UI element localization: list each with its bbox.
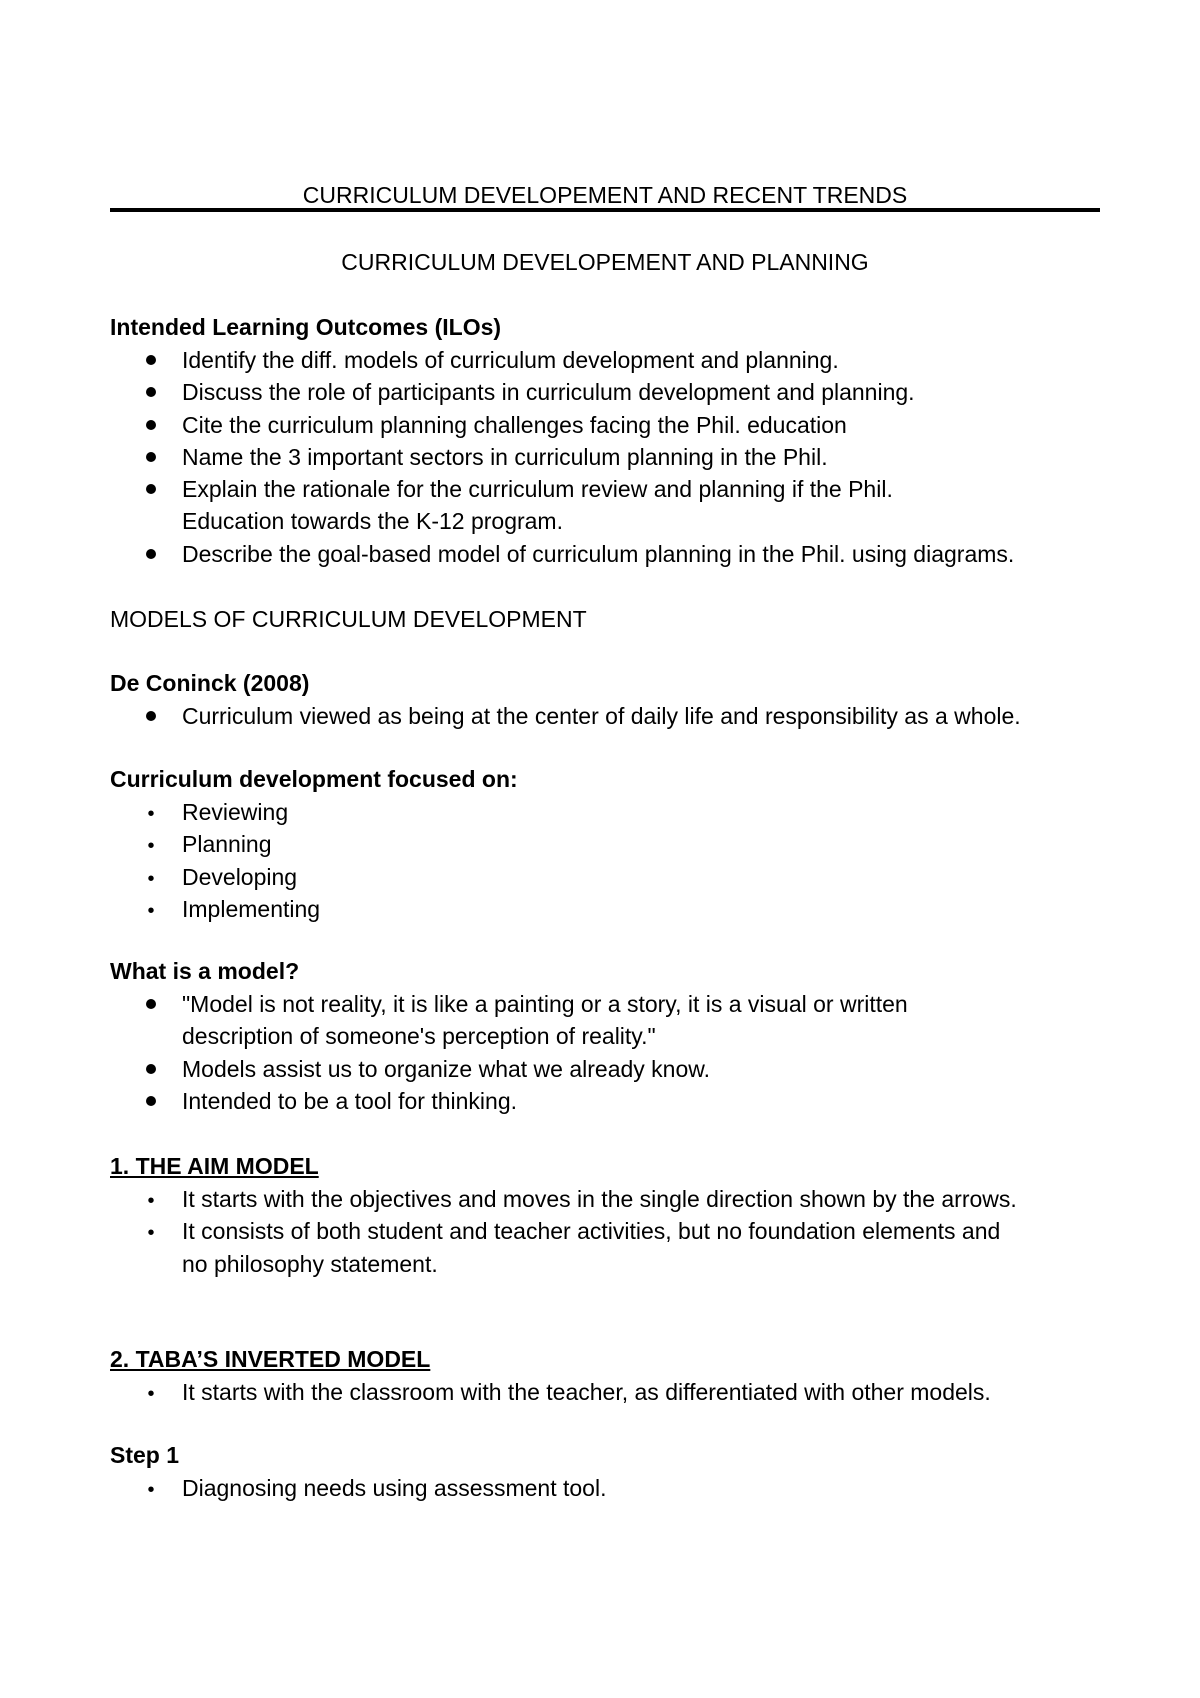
step1-list [110, 1472, 1100, 1504]
de-coninck-heading: De Coninck (2008) [110, 670, 310, 696]
bullet-icon [141, 1376, 161, 1410]
list-item: Models assist us to organize what we already know. [110, 1053, 1100, 1085]
list-item: Explain the rationale for the curriculum review and planning if the Phil. Education towards the K-12 program. [110, 473, 1100, 538]
list-item: • Diagnosing needs using assessment tool. [110, 1472, 1100, 1504]
focus-list [110, 796, 1100, 925]
list-item: Name the 3 important sectors in curriculum planning in the Phil. [110, 441, 1100, 473]
bullet-icon [141, 796, 161, 830]
bullet-icon [141, 861, 161, 895]
bullet-icon [141, 988, 161, 1020]
bullet-icon [141, 376, 161, 408]
bullet-icon [141, 828, 161, 862]
list-item: • Implementing [110, 893, 1100, 925]
what-model-list [110, 988, 1100, 1117]
step1-heading: Step 1 [110, 1442, 180, 1468]
list-item: • Developing [110, 861, 1100, 893]
list-item: • Reviewing [110, 796, 1100, 828]
list-item: Discuss the role of participants in curriculum development and planning. [110, 376, 1100, 408]
ilos-list [110, 344, 1100, 570]
bullet-icon [141, 1472, 161, 1506]
bullet-icon [141, 1183, 161, 1217]
bullet-icon [141, 473, 161, 505]
list-item: Curriculum viewed as being at the center of daily life and responsibility as a whole. [110, 700, 1100, 732]
bullet-icon [141, 409, 161, 441]
taba-model-list [110, 1376, 1100, 1408]
list-item: Identify the diff. models of curriculum development and planning. [110, 344, 1100, 376]
title-divider [110, 208, 1100, 212]
bullet-icon [141, 1053, 161, 1085]
bullet-icon [141, 344, 161, 376]
list-item: Cite the curriculum planning challenges facing the Phil. education [110, 409, 1100, 441]
ilos-heading: Intended Learning Outcomes (ILOs) [110, 314, 502, 340]
list-item: • It starts with the classroom with the teacher, as differentiated with other models. [110, 1376, 1100, 1408]
focus-heading: Curriculum development focused on: [110, 766, 518, 792]
list-item: Describe the goal-based model of curriculum planning in the Phil. using diagrams. [110, 538, 1100, 570]
de-coninck-list [110, 700, 1100, 732]
bullet-icon [141, 441, 161, 473]
list-item: "Model is not reality, it is like a painting or a story, it is a visual or written description of someone's perception of reality." [110, 988, 1100, 1053]
list-item: • It consists of both student and teacher activities, but no foundation elements and no philosophy statement. [110, 1215, 1100, 1280]
bullet-icon [141, 700, 161, 732]
list-item: • Planning [110, 828, 1100, 860]
document-title: CURRICULUM DEVELOPEMENT AND RECENT TRENDS [302, 182, 908, 208]
bullet-icon [141, 538, 161, 570]
what-model-heading: What is a model? [110, 958, 300, 984]
bullet-icon [141, 893, 161, 927]
models-heading: MODELS OF CURRICULUM DEVELOPMENT [110, 606, 587, 632]
aim-model-heading: 1. THE AIM MODEL [110, 1153, 319, 1179]
list-item: Intended to be a tool for thinking. [110, 1085, 1100, 1117]
aim-model-list [110, 1183, 1100, 1280]
section-title: CURRICULUM DEVELOPEMENT AND PLANNING [341, 249, 869, 275]
taba-model-heading: 2. TABA’S INVERTED MODEL [110, 1346, 431, 1372]
list-item: • It starts with the objectives and moves in the single direction shown by the arrows. [110, 1183, 1100, 1215]
bullet-icon [141, 1085, 161, 1117]
bullet-icon [141, 1215, 161, 1249]
